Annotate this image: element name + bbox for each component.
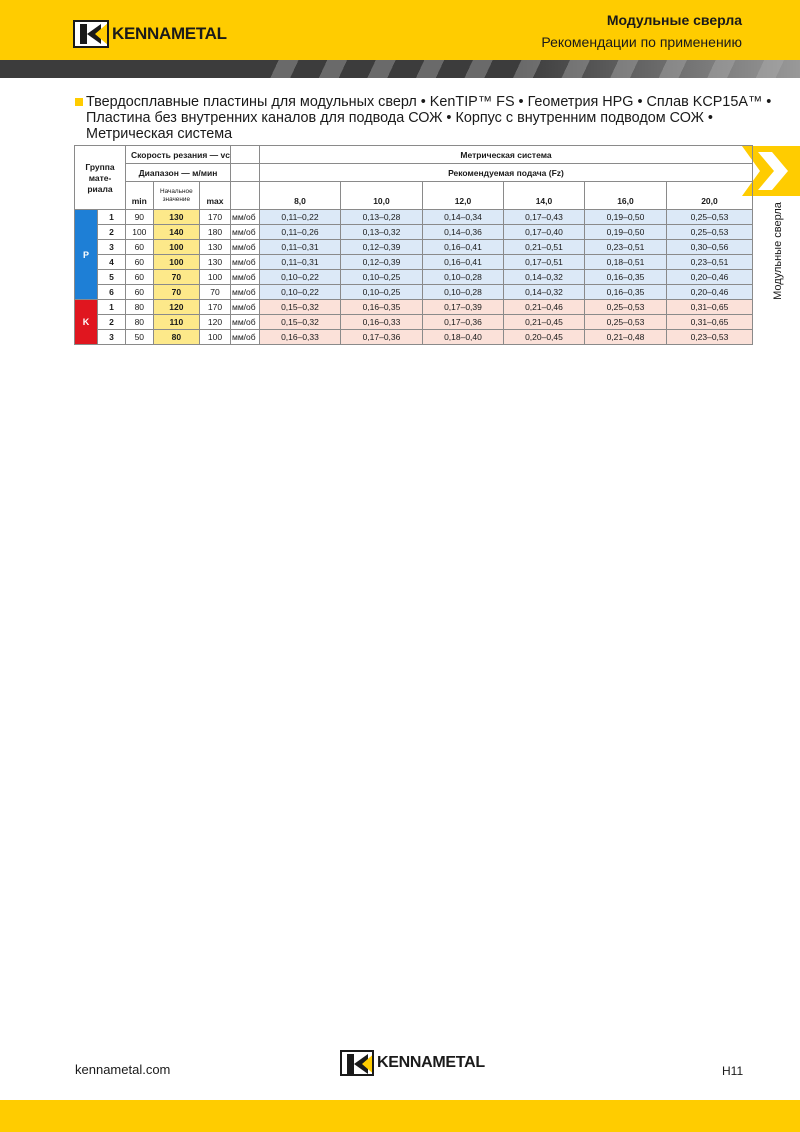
material-group-label: K <box>75 300 98 345</box>
feed-unit: мм/об <box>230 210 259 225</box>
feed-value: 0,15–0,32 <box>259 315 340 330</box>
row-number: 3 <box>98 240 126 255</box>
speed-max: 100 <box>200 330 231 345</box>
table-row <box>75 330 753 345</box>
feed-value: 0,31–0,65 <box>666 300 752 315</box>
feed-value: 0,14–0,34 <box>422 210 503 225</box>
feed-value: 0,23–0,51 <box>666 255 752 270</box>
speed-min: 60 <box>126 285 154 300</box>
page-header-subtitle: Рекомендации по применению <box>541 34 742 50</box>
table-row <box>75 255 753 270</box>
page-number: H11 <box>722 1064 744 1078</box>
speed-max: 70 <box>200 285 231 300</box>
feed-unit: мм/об <box>230 285 259 300</box>
table-row <box>75 285 753 300</box>
cutting-speed-header: Скорость резания — vc <box>126 146 231 164</box>
feed-value: 0,17–0,36 <box>340 330 422 345</box>
col-max-header: max <box>200 182 231 210</box>
cutting-data-table <box>74 145 753 345</box>
stripe-band <box>0 60 800 78</box>
feed-value: 0,10–0,22 <box>259 270 340 285</box>
footer-website: kennametal.com <box>75 1062 171 1077</box>
row-number: 2 <box>98 225 126 240</box>
feed-value: 0,21–0,46 <box>503 300 584 315</box>
feed-value: 0,25–0,53 <box>666 225 752 240</box>
feed-value: 0,10–0,28 <box>422 285 503 300</box>
speed-min: 60 <box>126 255 154 270</box>
col-start-header: Начальное значение <box>153 182 199 210</box>
diameter-header: 8,0 <box>259 182 340 210</box>
feed-value: 0,11–0,26 <box>259 225 340 240</box>
table-row <box>75 300 753 315</box>
speed-start: 140 <box>153 225 199 240</box>
feed-unit: мм/об <box>230 270 259 285</box>
header-spacer <box>230 164 259 182</box>
speed-max: 130 <box>200 240 231 255</box>
speed-start: 80 <box>153 330 199 345</box>
feed-unit: мм/об <box>230 225 259 240</box>
feed-value: 0,20–0,46 <box>666 285 752 300</box>
feed-unit: мм/об <box>230 240 259 255</box>
feed-value: 0,23–0,51 <box>584 240 666 255</box>
title-bullet-icon <box>75 98 83 106</box>
feed-value: 0,25–0,53 <box>584 315 666 330</box>
section-title-line-2: Пластина без внутренних каналов для подвода СОЖ • Корпус с внутренним подводом СОЖ • <box>86 110 713 126</box>
speed-max: 180 <box>200 225 231 240</box>
speed-min: 80 <box>126 315 154 330</box>
feed-value: 0,10–0,28 <box>422 270 503 285</box>
speed-min: 100 <box>126 225 154 240</box>
speed-min: 80 <box>126 300 154 315</box>
row-number: 1 <box>98 210 126 225</box>
feed-value: 0,12–0,39 <box>340 255 422 270</box>
speed-min: 60 <box>126 240 154 255</box>
section-title-line-3: Метрическая система <box>86 126 233 142</box>
feed-value: 0,16–0,41 <box>422 255 503 270</box>
feed-value: 0,17–0,39 <box>422 300 503 315</box>
speed-min: 60 <box>126 270 154 285</box>
feed-value: 0,18–0,51 <box>584 255 666 270</box>
feed-unit: мм/об <box>230 315 259 330</box>
feed-value: 0,16–0,35 <box>340 300 422 315</box>
feed-unit: мм/об <box>230 330 259 345</box>
speed-min: 50 <box>126 330 154 345</box>
header-spacer <box>230 146 259 164</box>
diameter-header: 16,0 <box>584 182 666 210</box>
feed-value: 0,25–0,53 <box>584 300 666 315</box>
table-row <box>75 270 753 285</box>
feed-value: 0,20–0,45 <box>503 330 584 345</box>
feed-value: 0,17–0,43 <box>503 210 584 225</box>
speed-start: 120 <box>153 300 199 315</box>
material-group-label: P <box>75 210 98 300</box>
section-title-line-1: Твердосплавные пластины для модульных сверл • KenTIP™ FS • Геометрия HPG • Сплав KCP15A™ • <box>86 94 772 110</box>
speed-start: 100 <box>153 240 199 255</box>
speed-range-header: Диапазон — м/мин <box>126 164 231 182</box>
footer-kennametal-logo <box>340 1050 485 1076</box>
diameter-header: 20,0 <box>666 182 752 210</box>
feed-value: 0,17–0,51 <box>503 255 584 270</box>
feed-value: 0,18–0,40 <box>422 330 503 345</box>
logo-wordmark: KENNAMETAL <box>112 24 227 43</box>
feed-value: 0,16–0,35 <box>584 285 666 300</box>
kennametal-k-icon <box>73 20 109 48</box>
row-number: 5 <box>98 270 126 285</box>
kennametal-logo <box>73 20 227 48</box>
col-min-header: min <box>126 182 154 210</box>
feed-value: 0,13–0,32 <box>340 225 422 240</box>
row-number: 6 <box>98 285 126 300</box>
speed-start: 70 <box>153 285 199 300</box>
feed-value: 0,16–0,35 <box>584 270 666 285</box>
feed-value: 0,21–0,48 <box>584 330 666 345</box>
feed-value: 0,13–0,28 <box>340 210 422 225</box>
footer-kennametal-k-icon <box>340 1050 374 1076</box>
metric-system-header: Метрическая система <box>259 146 752 164</box>
footer-logo-wordmark: KENNAMETAL <box>377 1054 485 1071</box>
feed-value: 0,23–0,53 <box>666 330 752 345</box>
section-title <box>75 94 772 142</box>
feed-value: 0,15–0,32 <box>259 300 340 315</box>
speed-max: 170 <box>200 300 231 315</box>
row-number: 2 <box>98 315 126 330</box>
unit-header <box>230 182 259 210</box>
table-row <box>75 315 753 330</box>
footer-band <box>0 1100 800 1132</box>
recommended-feed-header: Рекомендуемая подача (Fz) <box>259 164 752 182</box>
feed-value: 0,10–0,22 <box>259 285 340 300</box>
material-group-header: Группа мате- риала <box>75 146 126 210</box>
row-number: 1 <box>98 300 126 315</box>
speed-max: 130 <box>200 255 231 270</box>
speed-start: 110 <box>153 315 199 330</box>
feed-value: 0,11–0,31 <box>259 255 340 270</box>
feed-value: 0,10–0,25 <box>340 285 422 300</box>
feed-value: 0,21–0,51 <box>503 240 584 255</box>
page-header-title: Модульные сверла <box>606 12 742 28</box>
feed-value: 0,14–0,36 <box>422 225 503 240</box>
feed-value: 0,31–0,65 <box>666 315 752 330</box>
feed-value: 0,19–0,50 <box>584 225 666 240</box>
speed-start: 100 <box>153 255 199 270</box>
side-tab-label: Модульные сверла <box>772 202 784 300</box>
speed-max: 100 <box>200 270 231 285</box>
feed-value: 0,19–0,50 <box>584 210 666 225</box>
feed-value: 0,20–0,46 <box>666 270 752 285</box>
feed-value: 0,11–0,31 <box>259 240 340 255</box>
feed-value: 0,16–0,41 <box>422 240 503 255</box>
diameter-header: 12,0 <box>422 182 503 210</box>
feed-value: 0,17–0,36 <box>422 315 503 330</box>
feed-value: 0,21–0,45 <box>503 315 584 330</box>
feed-value: 0,25–0,53 <box>666 210 752 225</box>
speed-min: 90 <box>126 210 154 225</box>
diameter-header: 10,0 <box>340 182 422 210</box>
feed-value: 0,16–0,33 <box>340 315 422 330</box>
speed-start: 130 <box>153 210 199 225</box>
table-row <box>75 240 753 255</box>
table-row <box>75 210 753 225</box>
feed-value: 0,16–0,33 <box>259 330 340 345</box>
feed-value: 0,10–0,25 <box>340 270 422 285</box>
feed-unit: мм/об <box>230 255 259 270</box>
feed-value: 0,30–0,56 <box>666 240 752 255</box>
row-number: 4 <box>98 255 126 270</box>
speed-max: 170 <box>200 210 231 225</box>
feed-value: 0,12–0,39 <box>340 240 422 255</box>
feed-value: 0,14–0,32 <box>503 285 584 300</box>
feed-value: 0,11–0,22 <box>259 210 340 225</box>
feed-value: 0,14–0,32 <box>503 270 584 285</box>
table-row <box>75 225 753 240</box>
feed-unit: мм/об <box>230 300 259 315</box>
speed-max: 120 <box>200 315 231 330</box>
speed-start: 70 <box>153 270 199 285</box>
diameter-header: 14,0 <box>503 182 584 210</box>
row-number: 3 <box>98 330 126 345</box>
feed-value: 0,17–0,40 <box>503 225 584 240</box>
